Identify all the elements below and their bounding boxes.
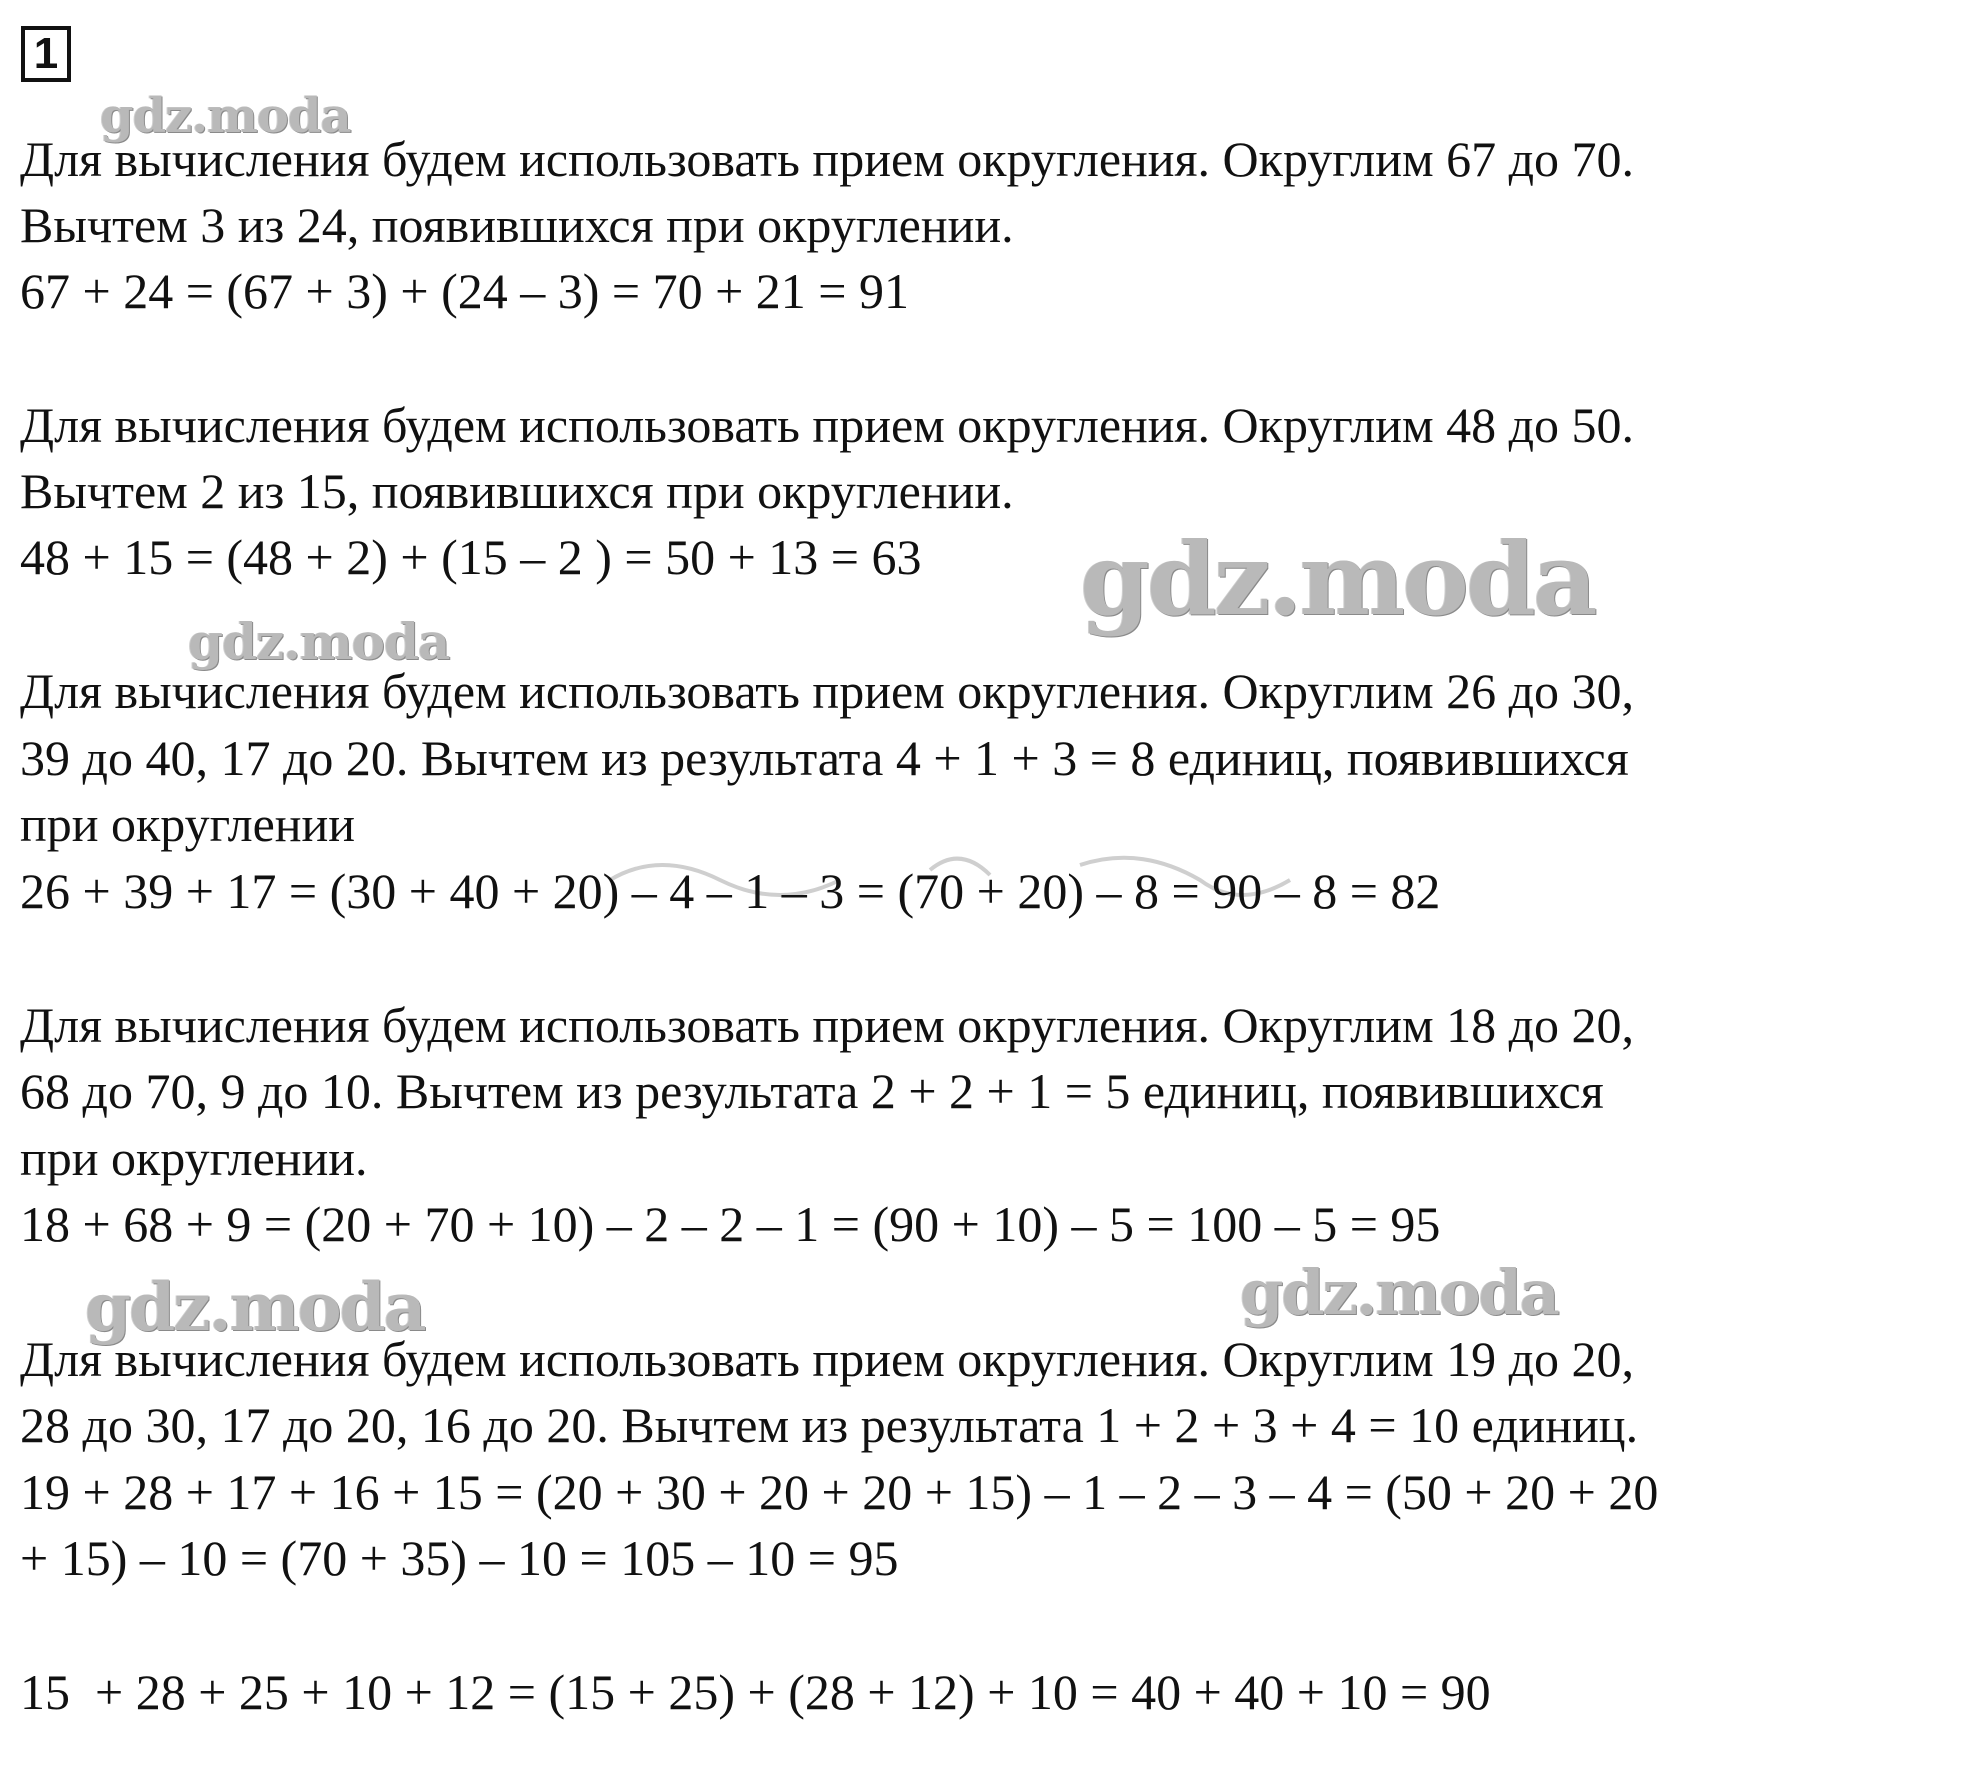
text-line: Для вычисления будем использовать прием округления. Округлим 19 до 20, [20, 1331, 1635, 1387]
watermark-logo: gdz.moda [188, 612, 450, 671]
text-line: 39 до 40, 17 до 20. Вычтем из результата 4 + 1 + 3 = 8 единиц, появившихся [20, 730, 1629, 786]
formula-line: + 15) – 10 = (70 + 35) – 10 = 105 – 10 = 95 [20, 1530, 899, 1586]
formula-line: 48 + 15 = (48 + 2) + (15 – 2 ) = 50 + 13 = 63 [20, 529, 922, 585]
text-line: при округлении. [20, 1130, 368, 1186]
text-line: Вычтем 3 из 24, появившихся при округлении. [20, 197, 1014, 253]
task-number-box: 1 [21, 26, 71, 82]
text-line: Вычтем 2 из 15, появившихся при округлении. [20, 463, 1014, 519]
text-line: Для вычисления будем использовать прием округления. Округлим 18 до 20, [20, 997, 1635, 1053]
formula-line: 15 + 28 + 25 + 10 + 12 = (15 + 25) + (28 + 12) + 10 = 40 + 40 + 10 = 90 [20, 1664, 1491, 1720]
watermark-logo: gdz.moda [100, 88, 351, 144]
text-line: 28 до 30, 17 до 20, 16 до 20. Вычтем из результата 1 + 2 + 3 + 4 = 10 единиц. [20, 1397, 1639, 1453]
text-line: 68 до 70, 9 до 10. Вычтем из результата 2 + 2 + 1 = 5 единиц, появившихся [20, 1063, 1604, 1119]
watermark-logo: gdz.moda [1240, 1256, 1558, 1329]
text-line: Для вычисления будем использовать прием округления. Округлим 67 до 70. [20, 131, 1635, 187]
watermark-logo: gdz.moda [85, 1268, 425, 1346]
text-line: при округлении [20, 796, 356, 852]
text-line: Для вычисления будем использовать прием округления. Округлим 48 до 50. [20, 397, 1635, 453]
formula-line: 26 + 39 + 17 = (30 + 40 + 20) – 4 – 1 – 3 = (70 + 20) – 8 = 90 – 8 = 82 [20, 863, 1441, 919]
formula-line: 19 + 28 + 17 + 16 + 15 = (20 + 30 + 20 + 20 + 15) – 1 – 2 – 3 – 4 = (50 + 20 + 20 [20, 1464, 1659, 1520]
formula-line: 18 + 68 + 9 = (20 + 70 + 10) – 2 – 2 – 1 = (90 + 10) – 5 = 100 – 5 = 95 [20, 1196, 1441, 1252]
watermark-logo-large: gdz.moda [1080, 520, 1595, 638]
text-line: Для вычисления будем использовать прием округления. Округлим 26 до 30, [20, 663, 1635, 719]
formula-line: 67 + 24 = (67 + 3) + (24 – 3) = 70 + 21 = 91 [20, 263, 909, 319]
